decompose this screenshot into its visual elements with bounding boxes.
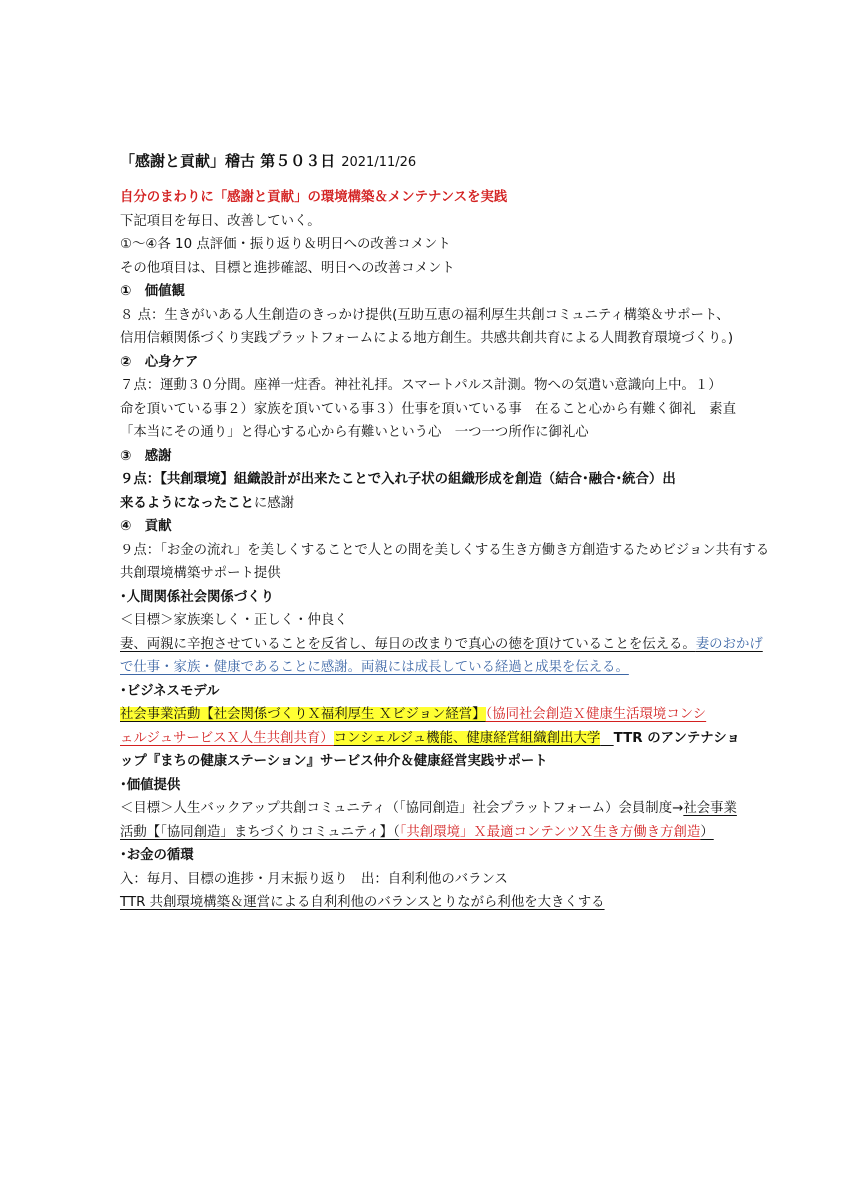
business-model-line-3: ップ『まちの健康ステーション』サービス仲介＆健康経営実践サポート <box>120 754 548 769</box>
human-relations-goal: ＜目標＞家族楽しく・正しく・仲良く <box>120 613 348 628</box>
section-care-line-1: ７点：運動３０分間。座禅一炷香。神社礼拝。スマートパルス計測。物への気遣い意識向上中。１） <box>120 378 722 393</box>
section-values-heading: ① 価値観 <box>120 284 185 299</box>
page-title <box>120 150 740 172</box>
intro-line-1: 下記項目を毎日、改善していく。 <box>120 213 321 229</box>
human-relations-heading: ･人間関係社会関係づくり <box>120 589 274 605</box>
money-cycle-line-2: TTR 共創環境構築＆運営による自利利他のバランスとりながら利他を大きくする <box>120 895 605 910</box>
section-contribution-heading: ④ 貢献 <box>120 519 172 534</box>
business-model-heading: ･ビジネスモデル <box>120 683 220 699</box>
business-red-2: ェルジュサービスＸ人生共創共育） <box>120 730 334 746</box>
business-model-line-2 <box>120 727 740 751</box>
business-highlight-1: 社会事業活動【社会関係づくりＸ福利厚生 Ｘビジョン経営】 <box>120 707 486 722</box>
section-values-line-1: ８ 点：生きがいある人生創造のきっかけ提供(互助互恵の福利厚生共創コミュニティ構築＆サポート、 <box>120 307 730 323</box>
intro-line-2: ①～④各 10 点評価・振り返り＆明日への改善コメント <box>120 237 451 252</box>
business-red-1: （協同社会創造Ｘ健康生活環境コンシ <box>485 707 707 722</box>
gratitude-rest: に感謝 <box>253 495 295 511</box>
value-underline-2: 活動【「協同創造」まちづくりコミュニティ】（ <box>120 824 400 840</box>
business-highlight-2: コンシェルジュ機能、健康経営組織創出大学 <box>333 730 601 746</box>
document-page <box>120 150 770 915</box>
value-red: 「共創環境」Ｘ最適コンテンツＸ生き方働き方創造 <box>399 824 701 840</box>
value-underline-1: 社会事業 <box>683 801 737 816</box>
money-cycle-heading: ･お金の循環 <box>120 848 194 863</box>
intro-line-3: その他項目は、目標と進捗確認、明日への改善コメント <box>120 260 455 276</box>
human-relations-line-2: で仕事・家族・健康であることに感謝。両親には成長している経過と成果を伝える。 <box>120 660 629 675</box>
value-provision-line-2 <box>120 821 740 845</box>
business-model-line-1 <box>120 703 740 727</box>
section-care-heading: ② 心身ケア <box>120 354 199 370</box>
gratitude-bold: 来るようになったこと <box>120 495 254 511</box>
section-care-line-2: 命を頂いている事２）家族を頂いている事３）仕事を頂いている事 在ること心から有難く御礼 素直 <box>120 401 736 417</box>
money-cycle-line-1: 入：毎月、目標の進捗・月末振り返り 出：自利利他のバランス <box>120 871 508 887</box>
value-provision-line-1 <box>120 797 740 821</box>
value-provision-heading: ･価値提供 <box>120 777 181 793</box>
section-gratitude-line-1: ９点：【共創環境】組織設計が出来たことで入れ子状の組織形成を創造（結合･融合･統合）出 <box>120 472 676 487</box>
value-end: ） <box>700 824 714 840</box>
value-black: ＜目標＞人生バックアップ共創コミュニティ（「協同創造」社会プラットフォーム）会員制度→ <box>120 801 684 816</box>
human-relations-line-1 <box>120 633 763 657</box>
title-date: 2021/11/26 <box>341 155 417 170</box>
section-contribution-line-1: ９点：「お金の流れ」を美しくすることで人との間を美しくする生き方働き方創造するためビジョン共有する <box>120 542 770 558</box>
business-tail: TTR のアンテナショ <box>613 730 740 746</box>
lead-text: 自分のまわりに「感謝と貢献」の環境構築＆メンテナンスを実践 <box>120 190 508 205</box>
section-gratitude-heading: ③ 感謝 <box>120 448 172 464</box>
section-gratitude-line-2 <box>120 492 740 516</box>
title-main: 「感謝と貢献」稽古 第５０３日 <box>120 152 336 170</box>
section-contribution-line-2: 共創環境構築サポート提供 <box>120 566 281 581</box>
section-care-line-3: 「本当にその通り」と得心する心から有難いという心 一つ一つ所作に御礼心 <box>120 425 589 440</box>
human-line-blue: 妻のおかげ <box>695 636 763 652</box>
section-values-line-2: 信用信頼関係づくり実践プラットフォームによる地方創生。共感共創共育による人間教育環境づくり。) <box>120 331 734 346</box>
human-line-black: 妻、両親に辛抱させていることを反省し、毎日の改まりで真心の徳を頂けていることを伝える。 <box>120 636 696 652</box>
